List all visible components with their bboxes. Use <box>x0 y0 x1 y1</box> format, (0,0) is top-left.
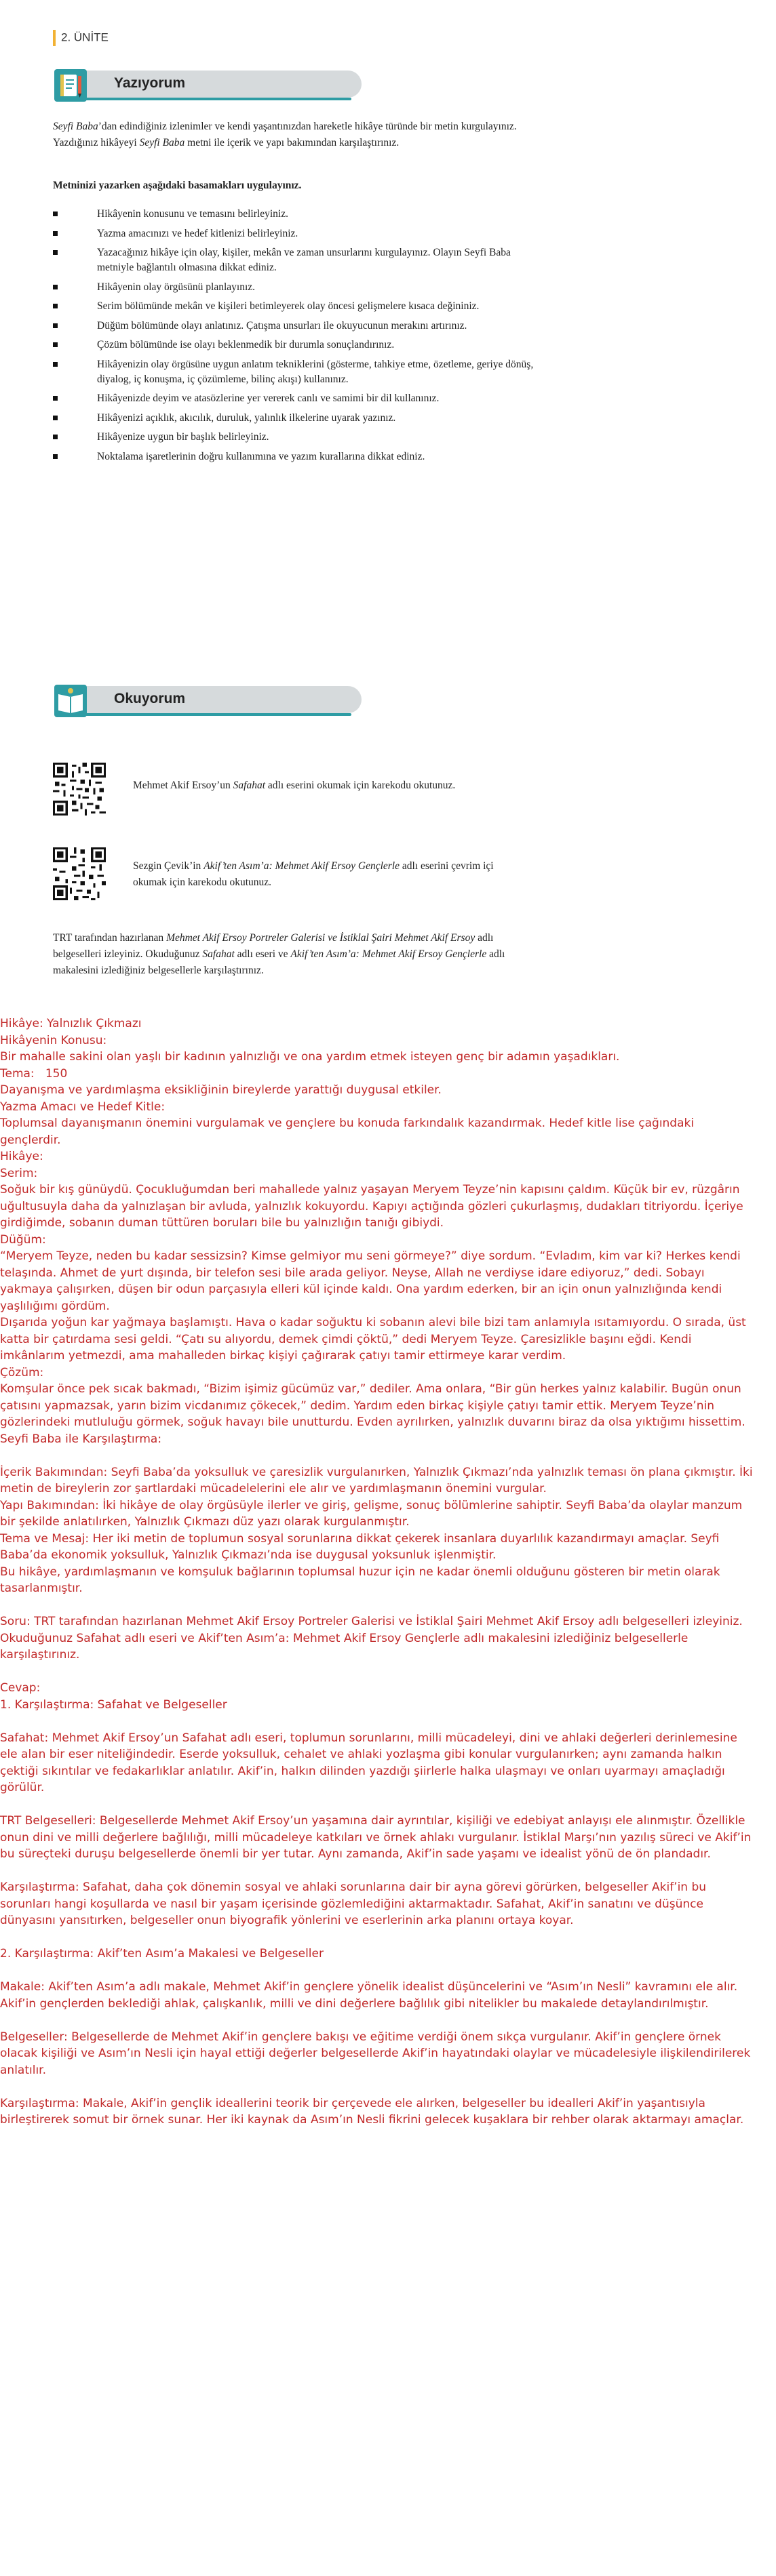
list-item: Hikâyenizi açıklık, akıcılık, duruluk, yalınlık ilkelerine uyarak yazınız. <box>53 411 541 426</box>
list-item: Hikâyenize uygun bir başlık belirleyiniz. <box>53 430 541 445</box>
bullet-square-icon <box>53 435 58 439</box>
answer-line: Dayanışma ve yardımlaşma eksikliğinin bireylerde yarattığı duygusal etkiler. <box>0 1083 442 1097</box>
list-item: Düğüm bölümünde olayı anlatınız. Çatışma unsurları ile okuyucunun merakını artırınız. <box>53 319 541 334</box>
answer-line: Hikâyenin Konusu: <box>0 1033 107 1047</box>
answer-line: Serim: <box>0 1166 38 1180</box>
answer-line <box>0 2078 753 2095</box>
answer-line <box>0 1447 753 1464</box>
bullet-square-icon <box>53 250 58 255</box>
banner-underline <box>80 98 351 100</box>
list-item: Hikâyenin olay örgüsünü planlayınız. <box>53 280 541 295</box>
answer-line: Yapı Bakımından: İki hikâye de olay örgüsüyle ilerler ve giriş, gelişme, sonuç bölümlerine sahiptir. Seyfi Baba’da olaylar manzum bir şekilde anlatılırken, Yalnızlık Çıkmazı düz yazı olarak kurgulanmıştır. <box>0 1498 743 1529</box>
answer-line: TRT Belgeselleri: Belgesellerde Mehmet Akif Ersoy’un yaşamına dair ayrıntılar, kişiliği ve edebiyat anlayışı ele alınmıştır. Özellikle onun dini ve milli değerlere bağlılığı, milli mücadeleye katkıları ve örnek ahlakı vurgulanır. İstiklal Marşı’nın yazılış süreci ve Akif’in bu süreçteki duruşu belgesellerde önemli bir yer tutar. Aynı zamanda, Akif’in sade yaşamı ve idealist yönü de ön plandadır. <box>0 1814 752 1861</box>
answer-line <box>0 1796 753 1813</box>
answer-line: Toplumsal dayanışmanın önemini vurgulamak ve gençlere bu konuda farkındalık kazandırmak. Hedef kitle lise çağındaki gençlerdir. <box>0 1116 695 1147</box>
list-item: Noktalama işaretlerinin doğru kullanımına ve yazım kurallarına dikkat ediniz. <box>53 449 541 464</box>
answer-line: Makale: Akif’ten Asım’a adlı makale, Mehmet Akif’in gençlere yönelik idealist düşüncelerini ve “Asım’ın Nesli” kavramını ele alır. Akif’in gençlerden beklediği ahlak, çalışkanlık, milli ve dini değerlere bağlılık gibi nitelikler bu makalede detaylandırılmıştır. <box>0 1980 738 2011</box>
list-item: Yazacağınız hikâye için olay, kişiler, mekân ve zaman unsurlarını kurgulayınız. Olayın Seyfi Baba metniyle bağlantılı olmasına dikkat ediniz. <box>53 245 541 275</box>
answer-line: Soğuk bir kış günüydü. Çocukluğumdan beri mahallede yalnız yaşayan Meryem Teyze’nin kapısını çaldım. Küçük bir ev, rüzgârın uğultusuyla daha da yalnızlaşan bir avluda, yalnızlık kokuyordu. Kapıyı açtığında gözleri çukurlaşmış, dudakları titriyordu. İçeriye girdiğimde, sobanın duman tüttüren boruları bile bu yalnızlığın tanığı gibiydi. <box>0 1183 743 1230</box>
answer-line: Dışarıda yoğun kar yağmaya başlamıştı. Hava o kadar soğuktu ki sobanın alevi bile bizi tam anlamıyla ısıtamıyordu. O sırada, üst katta bir çatırdama sesi geldi. “Çatı su alıyordu, demek çimdi çöktü,” dedi Meryem Teyze. Çaresizlikle başını eğdi. Kendi imkânlarım yetmezdi, ama mahalleden birkaç kişiyi çağırarak çatıyı tamir ettirmeye karar verdim. <box>0 1316 746 1363</box>
answer-line: Belgeseller: Belgesellerde de Mehmet Akif’in gençlere bakışı ve eğitime verdiği önem sıkça vurgulanır. Akif’in gençlere örnek olacak kişiliği ve Asım’ın Nesli için hayal ettiği değerler belgesellerde Akif’in hayatındaki olaylar ve mücadelesiyle ilişkilendirilerek anlatılır. <box>0 2030 751 2077</box>
answer-line: 1. Karşılaştırma: Safahat ve Belgeseller <box>0 1697 227 1712</box>
answer-line <box>0 1863 753 1880</box>
bullet-square-icon <box>53 231 58 236</box>
answer-line: Karşılaştırma: Makale, Akif’in gençlik ideallerini teorik bir çerçevede ele alırken, belgeseller bu idealleri Akif’in yaşantısıyla birleştirerek somut bir örnek sunar. Her iki kaynak da Asım’ın Nesli fikrini gelecek kuşaklara bir rehber olarak aktarmayı amaçlar. <box>0 2096 744 2127</box>
list-item: Yazma amacınızı ve hedef kitlenizi belirleyiniz. <box>53 226 541 241</box>
answer-line: Hikâye: <box>0 1150 43 1163</box>
bullet-square-icon <box>53 212 58 216</box>
bullet-square-icon <box>53 396 58 401</box>
answer-line: Yazma Amacı ve Hedef Kitle: <box>0 1100 166 1114</box>
answer-line <box>0 1929 753 1946</box>
unit-accent-bar <box>53 30 56 46</box>
list-item: Çözüm bölümünde ise olayı beklenmedik bir durumla sonuçlandırınız. <box>53 338 541 353</box>
list-item: Hikâyenin konusunu ve temasını belirleyiniz. <box>53 207 541 222</box>
intro-text-2: metni ile içerik ve yapı bakımından karşılaştırınız. <box>185 137 400 148</box>
write-section-title: Yazıyorum <box>114 75 186 91</box>
bullet-square-icon <box>53 454 58 459</box>
bullet-square-icon <box>53 323 58 328</box>
qr-code-icon[interactable] <box>53 847 106 900</box>
answer-line <box>0 1664 753 1681</box>
answer-line: 2. Karşılaştırma: Akif’ten Asım’a Makalesi ve Belgeseller <box>0 1947 324 1960</box>
answer-line: Soru: TRT tarafından hazırlanan Mehmet Akif Ersoy Portreler Galerisi ve İstiklal Şairi Mehmet Akif Ersoy adlı belgeselleri izleyiniz. Okuduğunuz Safahat adlı eseri ve Akif’ten Asım’a: Mehmet Akif Ersoy Gençlerle adlı makalesini izlediğiniz belgesellerle karşılaştırınız. <box>0 1615 743 1662</box>
read-section-banner <box>53 686 365 713</box>
answer-line: Hikâye: Yalnızlık Çıkmazı <box>0 1017 142 1030</box>
bullet-square-icon <box>53 362 58 367</box>
answer-line: Seyfi Baba ile Karşılaştırma: <box>0 1432 162 1446</box>
answer-text <box>0 1015 753 2145</box>
unit-label: 2. ÜNİTE <box>61 31 109 44</box>
write-section-banner <box>53 71 365 98</box>
bullet-square-icon <box>53 304 58 308</box>
answer-line: Düğüm: <box>0 1232 46 1247</box>
bullet-square-icon <box>53 285 58 289</box>
answer-line <box>0 1963 753 1979</box>
answer-line: Karşılaştırma: Safahat, daha çok dönemin sosyal ve ahlaki sorunlarına dair bir ayna görevi görürken, belgeseller Akif’in bu sorunları hangi koşullarda ve nasıl bir yaşam içerisinde gözlemlediğini aktarmaktadır. Safahat, Akif’in sanatını ve düşünce dünyasını yansıtırken, belgeseller onun biyografik yönlerini ve eserlerinin arka planını ortaya koyar. <box>0 1880 707 1927</box>
answer-line: Tema ve Mesaj: Her iki metin de toplumun sosyal sorunlarına dikkat çekerek insanlara duyarlılık kazandırmayı amaçlar. Seyfi Baba’da ekonomik yoksulluk, Yalnızlık Çıkmazı’nda ise duygusal yoksunluk işlenmiştir. <box>0 1531 720 1562</box>
list-item: Serim bölümünde mekân ve kişileri betimleyerek olay öncesi gelişmelere kısaca değininiz. <box>53 299 541 314</box>
intro-italic-1: Seyfi Baba <box>53 121 98 132</box>
banner-underline <box>80 713 351 716</box>
notebook-pencil-icon <box>53 68 88 103</box>
unit-header <box>53 30 109 46</box>
answer-line: Bir mahalle sakini olan yaşlı bir kadının yalnızlığı ve ona yardım etmek isteyen genç bir adamın yaşadıkları. <box>0 1050 620 1064</box>
qr1-caption: Mehmet Akif Ersoy’un Safahat adlı eserini okumak için karekodu okutunuz. <box>133 780 456 791</box>
answer-line <box>0 1713 753 1730</box>
answer-line <box>0 2012 753 2029</box>
answer-line: Tema: 150 <box>0 1066 68 1081</box>
answer-line: Çözüm: <box>0 1365 44 1380</box>
trt-instruction: TRT tarafından hazırlanan Mehmet Akif Ersoy Portreler Galerisi ve İstiklal Şairi Mehmet Akif Ersoy adlı belgeselleri izleyiniz. Okuduğunuz Safahat adlı eseri ve Akif’ten Asım’a: Mehmet Akif Ersoy Gençlerle adlı makalesini izlediğiniz belgesellerle karşılaştırınız. <box>53 932 505 976</box>
answer-line: Safahat: Mehmet Akif Ersoy’un Safahat adlı eseri, toplumun sorunlarını, milli mücadeleyi, dini ve ahlaki değerleri derinlemesine ele alan bir eser niteliğindedir. Eserde yoksulluk, cehalet ve ahlaki yozlaşma gibi konular vurgulanırken; aynı zamanda halkın çektiği sıkıntılar ve fedakarlıklar anlatılır. Akif’in, halkın dilinden yazdığı şiirlerle halka ulaşmayı ve onları uyarmayı amaçladığı görülür. <box>0 1731 737 1794</box>
qr-code-icon[interactable] <box>53 763 106 816</box>
bullet-square-icon <box>53 416 58 420</box>
steps-list <box>53 207 541 468</box>
answer-line: İçerik Bakımından: Seyfi Baba’da yoksulluk ve çaresizlik vurgulanırken, Yalnızlık Çıkmazı’nda yalnızlık teması ön plana çıkmıştır. İki metin de bireylerin zor şartlardaki mücadelelerini ele alır ve yardımlaşmanın önemini vurgular. <box>0 1465 753 1495</box>
qr2-caption: Sezgin Çevik’in Akif’ten Asım’a: Mehmet Akif Ersoy Gençlerle adlı eserini çevrim içi okumak için karekodu okutunuz. <box>133 860 494 888</box>
bullet-square-icon <box>53 342 58 347</box>
book-reading-icon <box>53 683 88 719</box>
intro-italic-2: Seyfi Baba <box>139 137 185 148</box>
answer-line <box>0 2129 753 2146</box>
list-item: Hikâyenizin olay örgüsüne uygun anlatım tekniklerini (gösterme, tahkiye etme, özetleme, geriye dönüş, diyalog, iç konuşma, iç çözümleme, bilinç akışı) kullanınız. <box>53 357 541 387</box>
intro-text-1: ’dan edindiğiniz izlenimler ve kendi yaşantınızdan hareketle hikâye türünde bir metin kurgulayınız. Yazdığınız hikâyeyi <box>53 121 517 148</box>
answer-line: Bu hikâye, yardımlaşmanın ve komşuluk bağlarının toplumsal huzur için ne kadar önemli olduğunu gösteren bir metin olarak tasarlanmıştır. <box>0 1565 720 1595</box>
read-section-title: Okuyorum <box>114 691 186 706</box>
steps-heading: Metninizi yazarken aşağıdaki basamakları uygulayınız. <box>53 180 302 191</box>
list-item: Hikâyenizde deyim ve atasözlerine yer vererek canlı ve samimi bir dil kullanınız. <box>53 391 541 406</box>
answer-line <box>0 1597 753 1614</box>
write-intro <box>53 119 535 151</box>
answer-line: “Meryem Teyze, neden bu kadar sessizsin? Kimse gelmiyor mu seni görmeye?” diye sordum. “Evladım, kim var ki? Herkes kendi telaşında. Ahmet de yurt dışında, bir telefon sesi bile arada geliyor. Neyse, Allah ne verdiyse idare ediyoruz,” dedi. Sobayı yakmaya çalışırken, düşen bir odun parçasıyla elleri kül içinde kaldı. Ona yardım ederken, bir an için onun yalnızlığında kendi yaşlılığımı gördüm. <box>0 1249 741 1313</box>
answer-line: Cevap: <box>0 1681 41 1695</box>
answer-line: Komşular önce pek sıcak bakmadı, “Bizim işimiz gücümüz var,” dediler. Ama onlara, “Bir gün herkes yalnız kalabilir. Bugün onun çatısını yapmazsak, yarın bizim vicdanımız çökecek,” dedim. Yardım eden birkaç kişiyle çatıyı tamir ettik. Meryem Teyze’nin gözlerindeki mutluluğu görmek, soğuk havayı bile unutturdu. Evden ayrılırken, yalnızlık duvarını biraz da olsa yıktığımı hissettim. <box>0 1382 745 1429</box>
